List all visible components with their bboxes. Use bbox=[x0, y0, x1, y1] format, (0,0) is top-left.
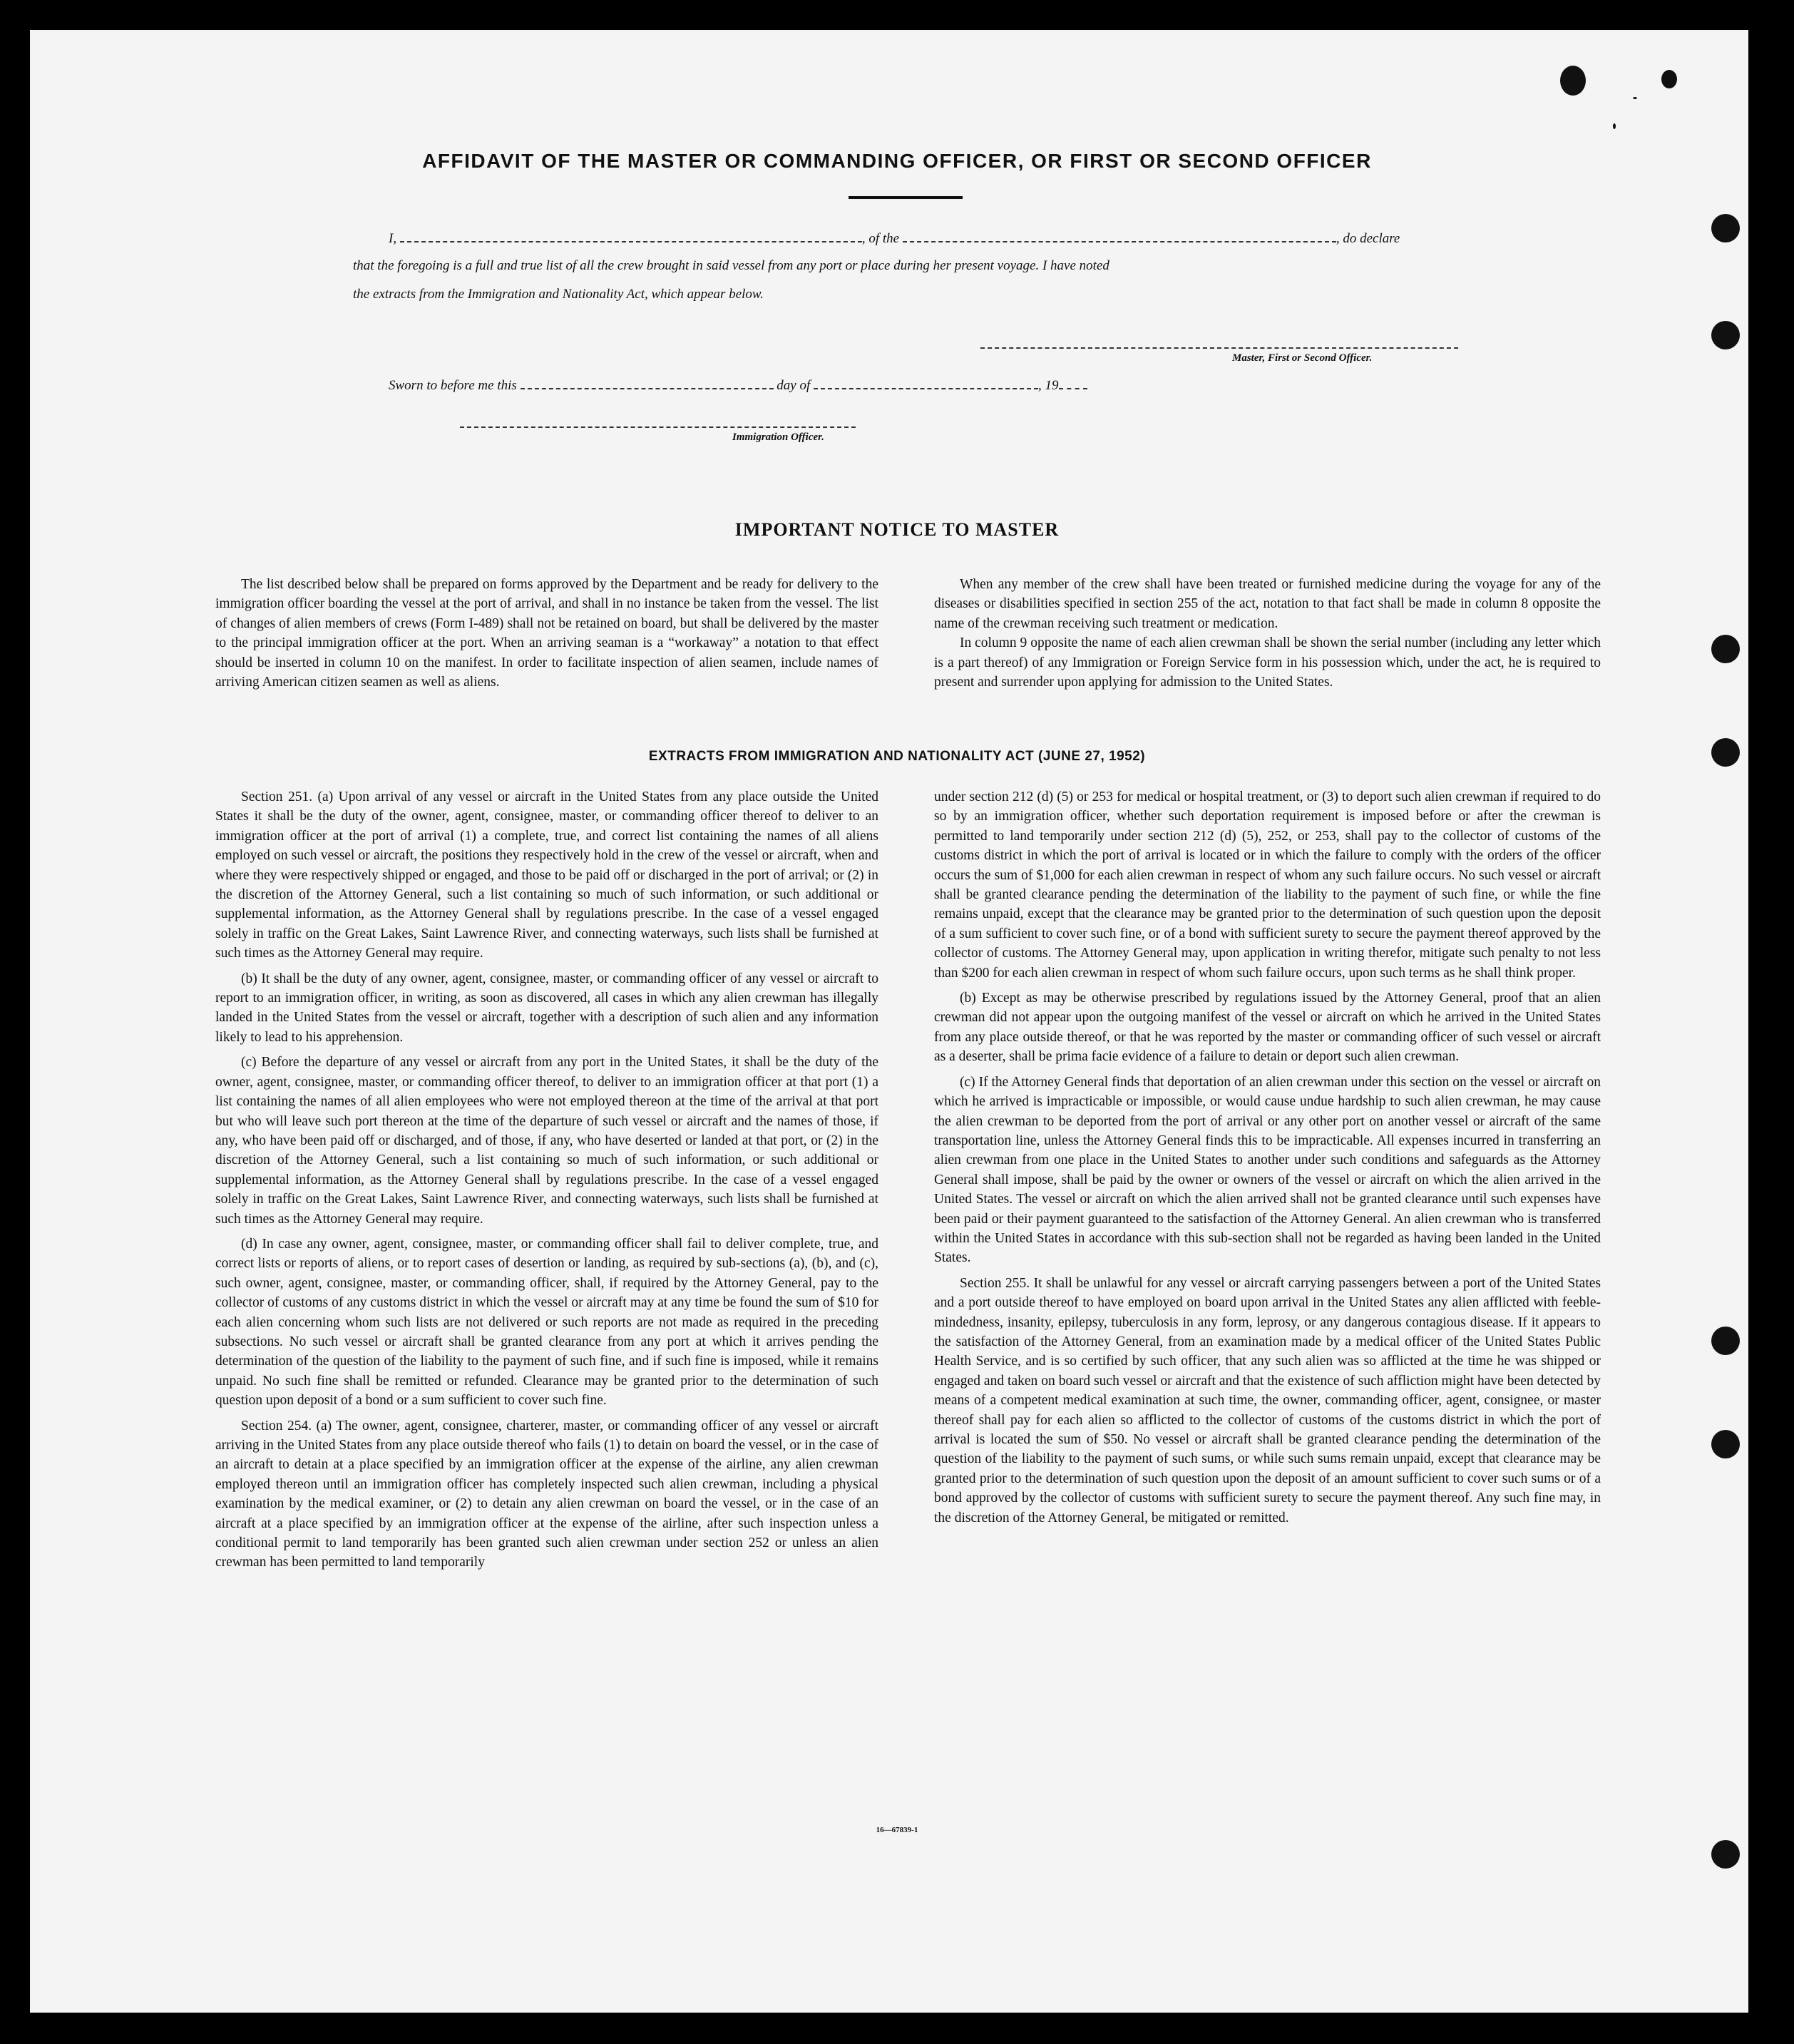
punch-hole bbox=[1711, 1430, 1740, 1458]
notice-right-paragraph-2: In column 9 opposite the name of each alien crewman shall be shown the serial number (including any letter which is a part thereof) of any Immigration or Foreign Service form in his possession which, under the act, he is required to present and surrender upon applying for admission to the United States. bbox=[934, 635, 1601, 690]
declaration-of-the: , of the bbox=[861, 231, 900, 246]
punch-hole bbox=[1711, 321, 1740, 349]
punch-hole bbox=[1711, 635, 1740, 663]
vessel-field[interactable] bbox=[903, 230, 1336, 242]
extracts-right-column bbox=[934, 787, 1601, 1533]
declaration-do-declare: , do declare bbox=[1336, 231, 1400, 246]
notice-heading: IMPORTANT NOTICE TO MASTER bbox=[734, 519, 1060, 540]
affidavit-title: AFFIDAVIT OF THE MASTER OR COMMANDING OFFICER, OR FIRST OR SECOND OFFICER bbox=[422, 150, 1372, 172]
sworn-line bbox=[353, 377, 1458, 394]
sworn-year-prefix: , 19 bbox=[1038, 378, 1059, 393]
notice-left-column bbox=[215, 575, 878, 697]
declaration-line-3: the extracts from the Immigration and Nationality Act, which appear below. bbox=[353, 287, 764, 302]
section-251-d: (d) In case any owner, agent, consignee, master, or commanding officer shall fail to deliver complete, true, and correct lists or reports of aliens, or to report cases of desertion or landing, as required by sub-sections (a), (b), and (c), such owner, agent, consignee, master, or commanding officer, shall, if required by the Attorney General, pay to the collector of customs of any customs district in which the vessel or aircraft may at any time be found the sum of $10 for each alien concerning whom such lists are not delivered or such reports are not made as required in the preceding subsections. No such vessel or aircraft shall be granted clearance from any port at which it arrives pending the determination of the question of the liability to the payment of such fine, and if such fine is imposed, while it remains unpaid. No such fine shall be remitted or refunded. Clearance may be granted prior to the determination of such question upon deposit of a bond or a sum sufficient to cover such fine. bbox=[215, 1236, 878, 1409]
sworn-day-field[interactable] bbox=[521, 377, 774, 389]
section-251-b: (b) It shall be the duty of any owner, agent, consignee, master, or commanding officer of any vessel or aircraft to report to an immigration officer, in writing, as soon as discovered, all cases in which any alien crewman has illegally landed in the United States from the vessel or aircraft, together with a description of such alien and any information likely to lead to his apprehension. bbox=[215, 971, 878, 1045]
punch-hole bbox=[1711, 1840, 1740, 1869]
immigration-officer-caption: Immigration Officer. bbox=[732, 431, 824, 443]
punch-hole bbox=[1560, 66, 1586, 96]
scan-speck bbox=[1661, 70, 1677, 88]
declaration-i: I, bbox=[389, 231, 397, 246]
extracts-heading: EXTRACTS FROM IMMIGRATION AND NATIONALITY ACT (JUNE 27, 1952) bbox=[648, 749, 1146, 764]
name-field[interactable] bbox=[400, 230, 862, 242]
immigration-officer-signature-line[interactable] bbox=[460, 426, 856, 428]
sworn-day-of: day of bbox=[776, 378, 811, 393]
section-255: Section 255. It shall be unlawful for any vessel or aircraft carrying passengers between a port of the United States and a port outside thereof to have employed on board upon arrival in the United States any alien afflicted with feeble-mindedness, insanity, epilepsy, tuberculosis in any form, leprosy, or any dangerous contagious disease. If it appears to the satisfaction of the Attorney General, from an examination made by a medical officer of the United States Public Health Service, and is so certified by such officer, that any such alien was so afflicted at the time he was shipped or engaged and taken on board such vessel or aircraft and that the existence of such affliction might have been detected by means of a competent medical examination at such time, the owner, commanding officer, agent, consignee, or master thereof shall pay for each alien so afflicted to the collector of customs of the customs district in which the port of arrival is located the sum of $50. No vessel or aircraft shall be granted clearance pending the determination of the question of the liability to the payment of such sums, or while such sums remain unpaid, except that clearance may be granted prior to the determination of such question upon the deposit of an amount sufficient to cover such sums or of a bond approved by the collector of customs with sufficient surety to secure the payment thereof. Any such fine may, in the discretion of the Attorney General, be mitigated or remitted. bbox=[934, 1275, 1601, 1526]
punch-hole bbox=[1711, 1327, 1740, 1355]
notice-right-column bbox=[934, 575, 1601, 697]
section-251-c: (c) Before the departure of any vessel or aircraft from any port in the United States, it shall be the duty of the owner, agent, consignee, master, or commanding officer thereof, to deliver to an immigration officer at that port (1) a list containing the names of all alien employees who were not employed thereon at the time of the arrival at that port but who will leave such port thereon at the time of the departure of such vessel or aircraft and the names of those, if any, who have been paid off or discharged, and of those, if any, who have deserted or landed at that port, or (2) in the discretion of the Attorney General, such a list containing so much of such information, or such additional or supplemental information, as the Attorney General shall by regulations prescribe. In the case of a vessel engaged solely in traffic on the Great Lakes, Saint Lawrence River, and connecting waterways, such lists shall be furnished at such times as the Attorney General may require. bbox=[215, 1055, 878, 1227]
section-254-a-continued: under section 212 (d) (5) or 253 for medical or hospital treatment, or (3) to deport such alien crewman if required to do so by an immigration officer, whether such deportation requirement is imposed before or after the crewman is permitted to land temporarily under section 212 (d) (5), 252, or 253, shall pay to the collector of customs of the customs district in which the port of arrival is located or in which the failure to comply with the orders of the officer occurs the sum of $1,000 for each alien crewman in respect of whom any such failure occurs. No such vessel or aircraft shall be granted clearance pending the determination of the liability to the payment of such fine, or while the fine remains unpaid, except that the clearance may be granted prior to the determination of such question upon the deposit of a sum sufficient to cover such fine, or of a bond with sufficient surety to secure the payment thereof approved by the collector of customs. The Attorney General may, upon application in writing therefor, mitigate such penalty to not less than $200 for each alien crewman in respect of whom such failure occurs, upon such terms as he shall think proper. bbox=[934, 790, 1601, 981]
section-251-a: Section 251. (a) Upon arrival of any vessel or aircraft in the United States from any place outside the United States it shall be the duty of the owner, agent, consignee, master, or commanding officer thereof to deliver to an immigration officer at the port of arrival (1) a complete, true, and correct list containing the names of all aliens employed on such vessel or aircraft, the positions they respectively hold in the crew of the vessel or aircraft, when and where they were respectively shipped or engaged, and those to be paid off or discharged in the port of arrival; or (2) in the discretion of the Attorney General, such a list containing so much of such information, or such additional or supplemental information, as the Attorney General shall by regulations prescribe. In the case of a vessel engaged solely in traffic on the Great Lakes, Saint Lawrence River, and connecting waterways, such lists shall be furnished at such times as the Attorney General may require. bbox=[215, 790, 878, 961]
section-254-a: Section 254. (a) The owner, agent, consignee, charterer, master, or commanding officer of any vessel or aircraft arriving in the United States from any place outside thereof who fails (1) to detain on board the vessel, or in the case of an aircraft to detain at a place specified by an immigration officer at the expense of the airline, any alien crewman employed thereon until an immigration officer has completely inspected such alien crewman, including a physical examination by the medical examiner, or (2) to detain any alien crewman on board the vessel, or in the case of an aircraft at a place specified by an immigration officer at the expense of the airline, after such inspection unless a conditional permit to land temporarily has been granted such alien crewman under section 252 or unless an alien crewman has been permitted to land temporarily bbox=[215, 1418, 878, 1570]
extracts-left-column bbox=[215, 787, 878, 1578]
sworn-month-field[interactable] bbox=[814, 377, 1038, 389]
punch-hole bbox=[1711, 214, 1740, 242]
form-code: 16—67839-1 bbox=[876, 1826, 918, 1834]
scan-speck bbox=[1633, 97, 1637, 99]
notice-right-paragraph-1: When any member of the crew shall have been treated or furnished medicine during the voyage for any of the diseases or disabilities specified in section 255 of the act, notation to that fact shall be made in column 8 opposite the name of the crewman receiving such treatment or medication. bbox=[934, 577, 1601, 631]
scan-speck bbox=[1613, 123, 1616, 129]
notice-left-paragraph: The list described below shall be prepared on forms approved by the Department and be ready for delivery to the immigration officer boarding the vessel at the port of arrival, and shall in no instance be taken from the vessel. The list of changes of alien members of crews (Form I-489) shall not be retained on board, but shall be delivered by the master to the principal immigration officer at the port. When an arriving seaman is a “workaway” a notation to that effect should be inserted in column 10 on the manifest. In order to facilitate inspection of alien seamen, include names of arriving American citizen seamen as well as aliens. bbox=[215, 577, 878, 690]
sworn-year-field[interactable] bbox=[1059, 377, 1087, 389]
master-signature-line[interactable] bbox=[980, 347, 1458, 349]
declaration-line-1 bbox=[353, 230, 1458, 247]
sworn-text: Sworn to before me this bbox=[389, 378, 517, 393]
section-254-c: (c) If the Attorney General finds that deportation of an alien crewman under this section on the vessel or aircraft on which he arrived is impracticable or impossible, or would cause undue hardship to such alien crewman, he may cause the alien crewman to be deported from the port of arrival or any other port on another vessel or aircraft of the same transportation line, unless the Attorney General finds this to be impracticable. All expenses incurred in transferring an alien crewman from one place in the United States to another under such conditions and safeguards as the Attorney General shall impose, shall be paid by the owner or owners of the vessel or aircraft on which the alien arrived in the United States. The vessel or aircraft on which the alien arrived shall not be granted clearance until such expenses have been paid or their payment guaranteed to the satisfaction of the Attorney General. An alien crewman who is transferred within the United States in accordance with this sub-section shall not be regarded as having been landed in the United States. bbox=[934, 1074, 1601, 1266]
section-254-b: (b) Except as may be otherwise prescribed by regulations issued by the Attorney General, proof that an alien crewman did not appear upon the outgoing manifest of the vessel or aircraft on which he arrived in the United States from any place outside thereof, or that he was reported by the master or commanding officer of such vessel or aircraft as a deserter, shall be prima facie evidence of a failure to detain or deport such alien crewman. bbox=[934, 991, 1601, 1065]
title-rule bbox=[849, 196, 963, 199]
master-signature-caption: Master, First or Second Officer. bbox=[1232, 352, 1373, 364]
declaration-line-2: that the foregoing is a full and true list of all the crew brought in said vessel from any port or place during her present voyage. I have noted bbox=[353, 258, 1109, 273]
